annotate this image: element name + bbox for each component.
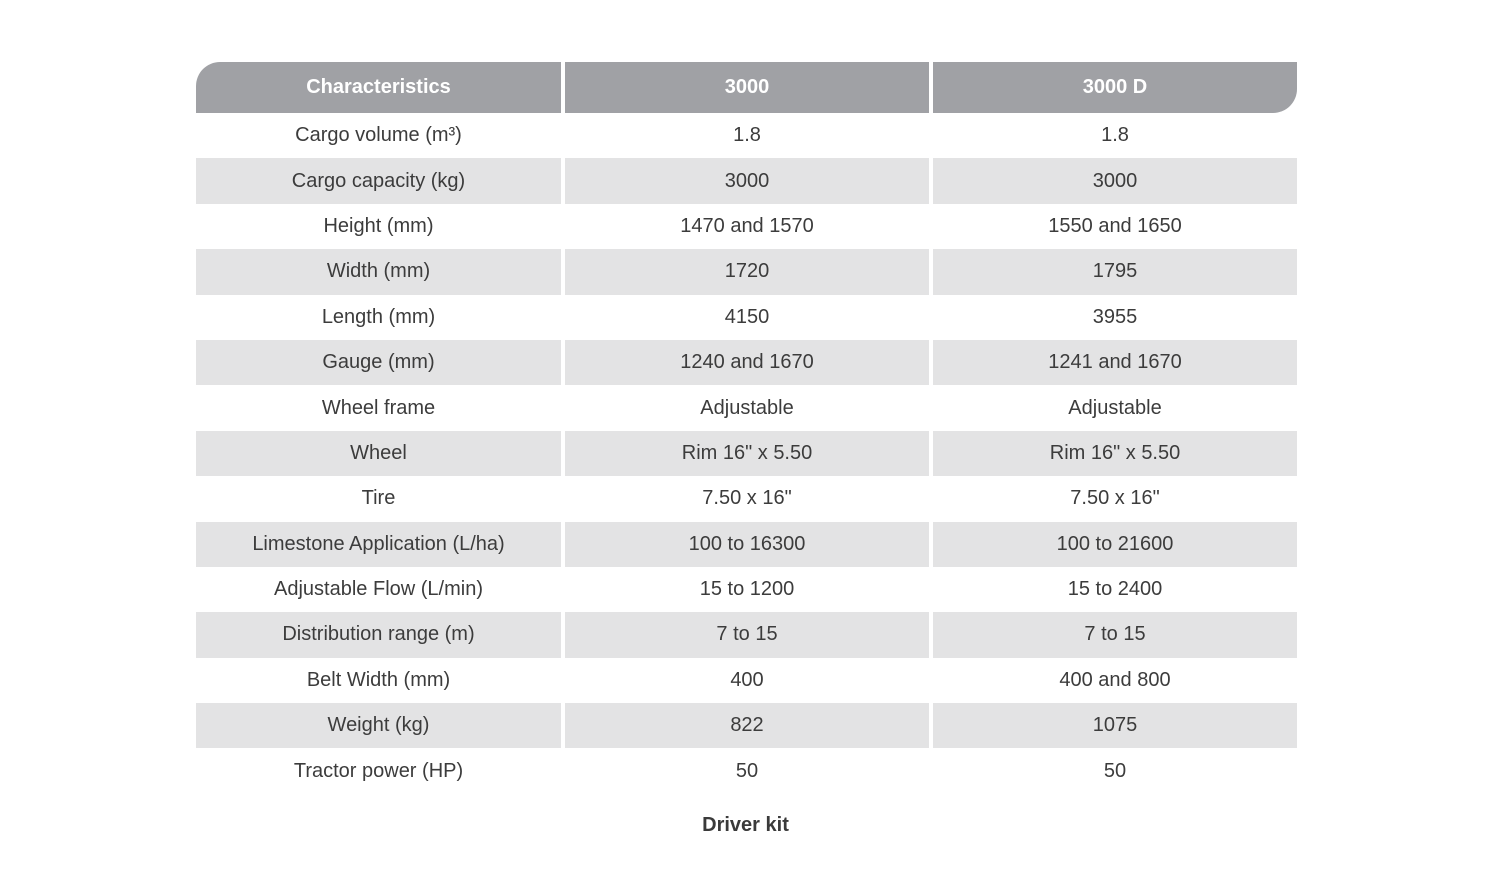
table-header-row [196,62,1297,113]
value-3000d: 1795 [933,249,1297,294]
value-3000: 7 to 15 [565,612,929,657]
table-row [196,158,1297,203]
value-3000: Adjustable [565,385,929,430]
row-label: Wheel [196,431,561,476]
header-model-3000: 3000 [565,62,929,113]
value-3000d: 7.50 x 16" [933,476,1297,521]
row-label: Adjustable Flow (L/min) [196,567,561,612]
table-row [196,612,1297,657]
table-row [196,748,1297,793]
row-label: Gauge (mm) [196,340,561,385]
row-label: Height (mm) [196,204,561,249]
value-3000d: Adjustable [933,385,1297,430]
header-model-3000d: 3000 D [933,62,1297,113]
value-3000: 400 [565,658,929,703]
row-label: Belt Width (mm) [196,658,561,703]
row-label: Length (mm) [196,295,561,340]
value-3000d: 3955 [933,295,1297,340]
value-3000d: 400 and 800 [933,658,1297,703]
value-3000d: 1.8 [933,113,1297,158]
value-3000d: 1075 [933,703,1297,748]
table-row [196,295,1297,340]
value-3000: 50 [565,748,929,793]
table-row [196,567,1297,612]
table-row [196,658,1297,703]
row-label: Cargo capacity (kg) [196,158,561,203]
value-3000: 100 to 16300 [565,522,929,567]
driver-kit-title: Driver kit [702,814,789,836]
row-label: Cargo volume (m³) [196,113,561,158]
value-3000: 1720 [565,249,929,294]
row-label: Width (mm) [196,249,561,294]
table-row [196,703,1297,748]
value-3000: 1240 and 1670 [565,340,929,385]
row-label: Tire [196,476,561,521]
value-3000d: 15 to 2400 [933,567,1297,612]
value-3000: 3000 [565,158,929,203]
row-label: Wheel frame [196,385,561,430]
row-label: Distribution range (m) [196,612,561,657]
row-label: Tractor power (HP) [196,748,561,793]
value-3000d: Rim 16" x 5.50 [933,431,1297,476]
table-row [196,476,1297,521]
value-3000: 1470 and 1570 [565,204,929,249]
value-3000d: 100 to 21600 [933,522,1297,567]
value-3000: 7.50 x 16" [565,476,929,521]
table-row [196,522,1297,567]
spec-table [196,62,1297,794]
value-3000: 1.8 [565,113,929,158]
table-row [196,249,1297,294]
table-row [196,340,1297,385]
table-body [196,113,1297,794]
value-3000d: 3000 [933,158,1297,203]
value-3000d: 50 [933,748,1297,793]
value-3000d: 7 to 15 [933,612,1297,657]
header-characteristics: Characteristics [196,62,561,113]
table-row [196,204,1297,249]
row-label: Limestone Application (L/ha) [196,522,561,567]
table-row [196,113,1297,158]
value-3000: 15 to 1200 [565,567,929,612]
value-3000: 4150 [565,295,929,340]
row-label: Weight (kg) [196,703,561,748]
value-3000d: 1550 and 1650 [933,204,1297,249]
table-row [196,431,1297,476]
value-3000: 822 [565,703,929,748]
value-3000: Rim 16" x 5.50 [565,431,929,476]
value-3000d: 1241 and 1670 [933,340,1297,385]
table-row [196,385,1297,430]
